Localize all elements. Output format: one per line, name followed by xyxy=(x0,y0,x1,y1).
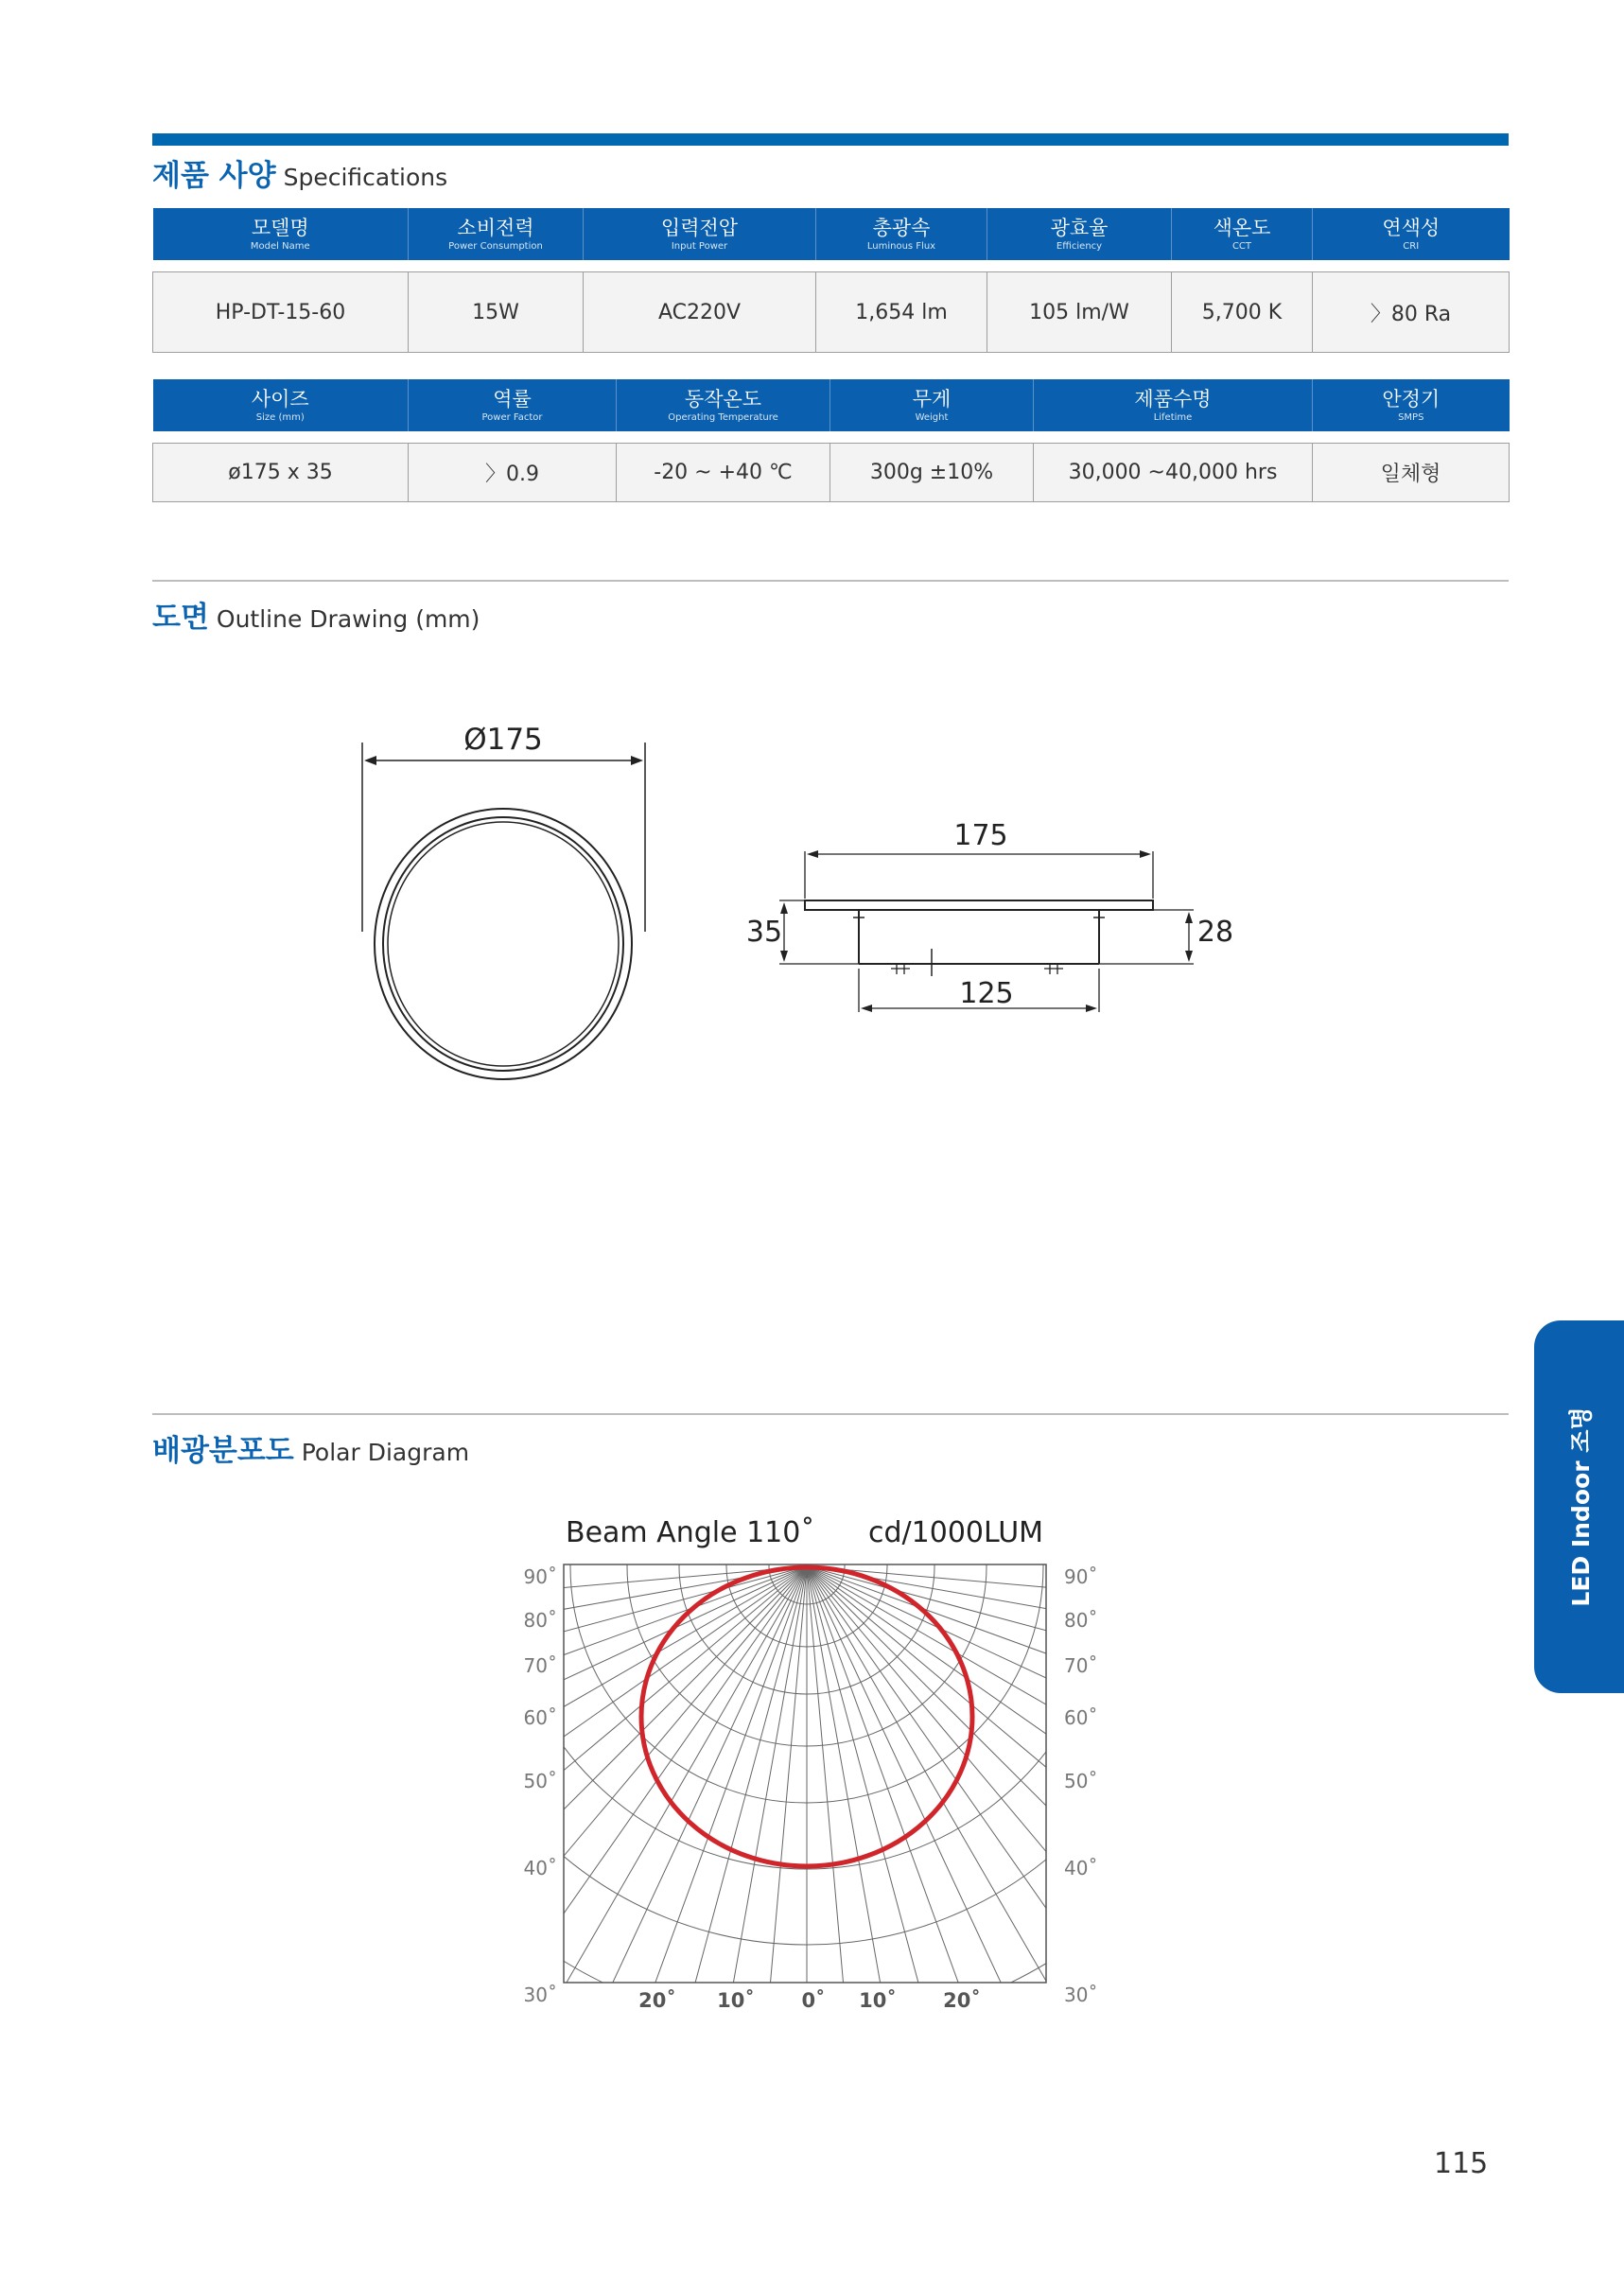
polar-bottom-angle-label: 20˚ xyxy=(638,1989,676,2012)
section-divider xyxy=(152,1413,1509,1415)
side-tab-label: LED Indoor 조명 xyxy=(1567,1407,1595,1607)
polar-radial-line xyxy=(807,1566,1624,1763)
spec-value-cell: 일체형 xyxy=(1313,444,1510,502)
polar-radial-line xyxy=(807,1566,1610,2272)
polar-radial-line xyxy=(807,1566,1004,2272)
spec-value-cell: 15W xyxy=(409,272,584,353)
polar-radial-line xyxy=(807,1566,1195,2272)
polar-left-angle-label: 60˚ xyxy=(523,1706,557,1729)
polar-left-angle-label: 40˚ xyxy=(523,1857,557,1879)
polar-title-en: Polar Diagram xyxy=(301,1439,470,1466)
page-number: 115 xyxy=(1434,2147,1489,2180)
polar-radial-line xyxy=(807,1566,1536,2272)
spec-value-cell: AC220V xyxy=(584,272,816,353)
spec-value-cell: 〉0.9 xyxy=(409,444,617,502)
side-view-drawing xyxy=(738,804,1249,1022)
spec-value-cell: 5,700 K xyxy=(1172,272,1313,353)
spec-header-cell: 동작온도 Operating Temperature xyxy=(617,379,830,431)
polar-left-angle-label: 30˚ xyxy=(523,1984,557,2006)
polar-right-angle-label: 80˚ xyxy=(1064,1609,1098,1632)
polar-radial-line xyxy=(419,1566,807,2272)
polar-radial-line xyxy=(4,1566,807,2272)
polar-radial-line xyxy=(610,1566,807,2272)
polar-right-angle-label: 70˚ xyxy=(1064,1654,1098,1677)
spec-value-cell: 105 lm/W xyxy=(987,272,1172,353)
polar-right-angle-label: 40˚ xyxy=(1064,1857,1098,1879)
spec-table-2-value-row xyxy=(153,444,1510,502)
polar-radial-line xyxy=(807,1566,1458,2272)
spec-header-cell: 무게 Weight xyxy=(830,379,1034,431)
polar-title-ko: 배광분포도 xyxy=(152,1434,294,1468)
polar-bottom-angle-label: 0˚ xyxy=(801,1989,826,2012)
polar-bottom-angle-label: 10˚ xyxy=(859,1989,897,2012)
polar-right-angle-label: 90˚ xyxy=(1064,1565,1098,1588)
spec-header-cell: 연색성 CRI xyxy=(1313,208,1510,260)
body-height-label: 28 xyxy=(1196,916,1234,949)
polar-radial-line xyxy=(807,1566,1624,2046)
spec-header-cell: 총광속 Luminous Flux xyxy=(816,208,987,260)
spec-title-ko: 제품 사양 xyxy=(152,159,276,193)
polar-radial-line xyxy=(807,1566,1624,2134)
polar-diagram xyxy=(511,1494,1116,2015)
drawing-title-en: Outline Drawing (mm) xyxy=(216,605,480,633)
unit-label: cd/1000LUM xyxy=(868,1516,1044,1549)
spec-value-cell: -20 ~ +40 ℃ xyxy=(617,444,830,502)
body-width-label: 125 xyxy=(959,977,1014,1010)
spec-table-2 xyxy=(152,379,1510,502)
spec-value-cell: HP-DT-15-60 xyxy=(153,272,409,353)
polar-radial-line xyxy=(0,1566,807,1954)
spec-table-1-header-row xyxy=(153,208,1510,260)
spec-header-cell: 색온도 CCT xyxy=(1172,208,1313,260)
spec-header-cell: 제품수명 Lifetime xyxy=(1034,379,1313,431)
spec-value-cell: 1,654 lm xyxy=(816,272,987,353)
polar-radial-line xyxy=(513,1566,807,2272)
spec-title-en: Specifications xyxy=(283,164,448,191)
spec-value-cell: 〉80 Ra xyxy=(1313,272,1510,353)
spec-header-cell: 안정기 SMPS xyxy=(1313,379,1510,431)
polar-bottom-angle-label: 20˚ xyxy=(943,1989,981,2012)
polar-left-angle-label: 90˚ xyxy=(523,1565,557,1588)
polar-radial-line xyxy=(0,1566,807,2046)
section-divider xyxy=(152,580,1509,582)
polar-section-title xyxy=(152,1426,469,1469)
spec-header-cell: 역률 Power Factor xyxy=(409,379,617,431)
spec-value-cell: ø175 x 35 xyxy=(153,444,409,502)
polar-radial-line xyxy=(807,1566,1624,2272)
spec-table-2-header-row xyxy=(153,379,1510,431)
front-view-drawing xyxy=(341,709,662,1088)
polar-radial-line xyxy=(807,1566,1624,2217)
spec-header-cell: 입력전압 Input Power xyxy=(584,208,816,260)
polar-radial-line xyxy=(78,1566,807,2272)
polar-bottom-angle-label: 10˚ xyxy=(717,1989,755,2012)
front-diameter-label: Ø175 xyxy=(463,723,543,757)
top-accent-bar xyxy=(152,133,1509,146)
spec-value-cell: 30,000 ~40,000 hrs xyxy=(1034,444,1313,502)
spec-table-1 xyxy=(152,208,1510,353)
polar-radial-line xyxy=(0,1566,807,2272)
polar-right-angle-label: 50˚ xyxy=(1064,1770,1098,1792)
spec-value-cell: 300g ±10% xyxy=(830,444,1034,502)
side-width-label: 175 xyxy=(953,819,1008,852)
polar-right-angle-label: 30˚ xyxy=(1064,1984,1098,2006)
spec-section-title xyxy=(152,151,447,194)
spec-header-cell: 광효율 Efficiency xyxy=(987,208,1172,260)
drawing-title-ko: 도면 xyxy=(152,601,209,635)
spec-table-1-value-row xyxy=(153,272,1510,353)
side-height-label: 35 xyxy=(745,916,783,949)
polar-radial-line xyxy=(807,1566,1101,2272)
polar-left-angle-label: 70˚ xyxy=(523,1654,557,1677)
spec-header-cell: 사이즈 Size (mm) xyxy=(153,379,409,431)
polar-left-angle-label: 50˚ xyxy=(523,1770,557,1792)
polar-grid xyxy=(0,1103,1624,2272)
polar-radial-line xyxy=(0,1566,807,1763)
polar-radial-line xyxy=(807,1566,1624,1954)
polar-left-angle-label: 80˚ xyxy=(523,1609,557,1632)
polar-right-angle-label: 60˚ xyxy=(1064,1706,1098,1729)
spec-header-cell: 소비전력 Power Consumption xyxy=(409,208,584,260)
drawing-section-title xyxy=(152,593,480,636)
polar-radial-line xyxy=(0,1566,807,2217)
spec-header-cell: 모델명 Model Name xyxy=(153,208,409,260)
beam-angle-label: Beam Angle 110˚ xyxy=(566,1516,815,1549)
polar-radial-line xyxy=(156,1566,807,2272)
